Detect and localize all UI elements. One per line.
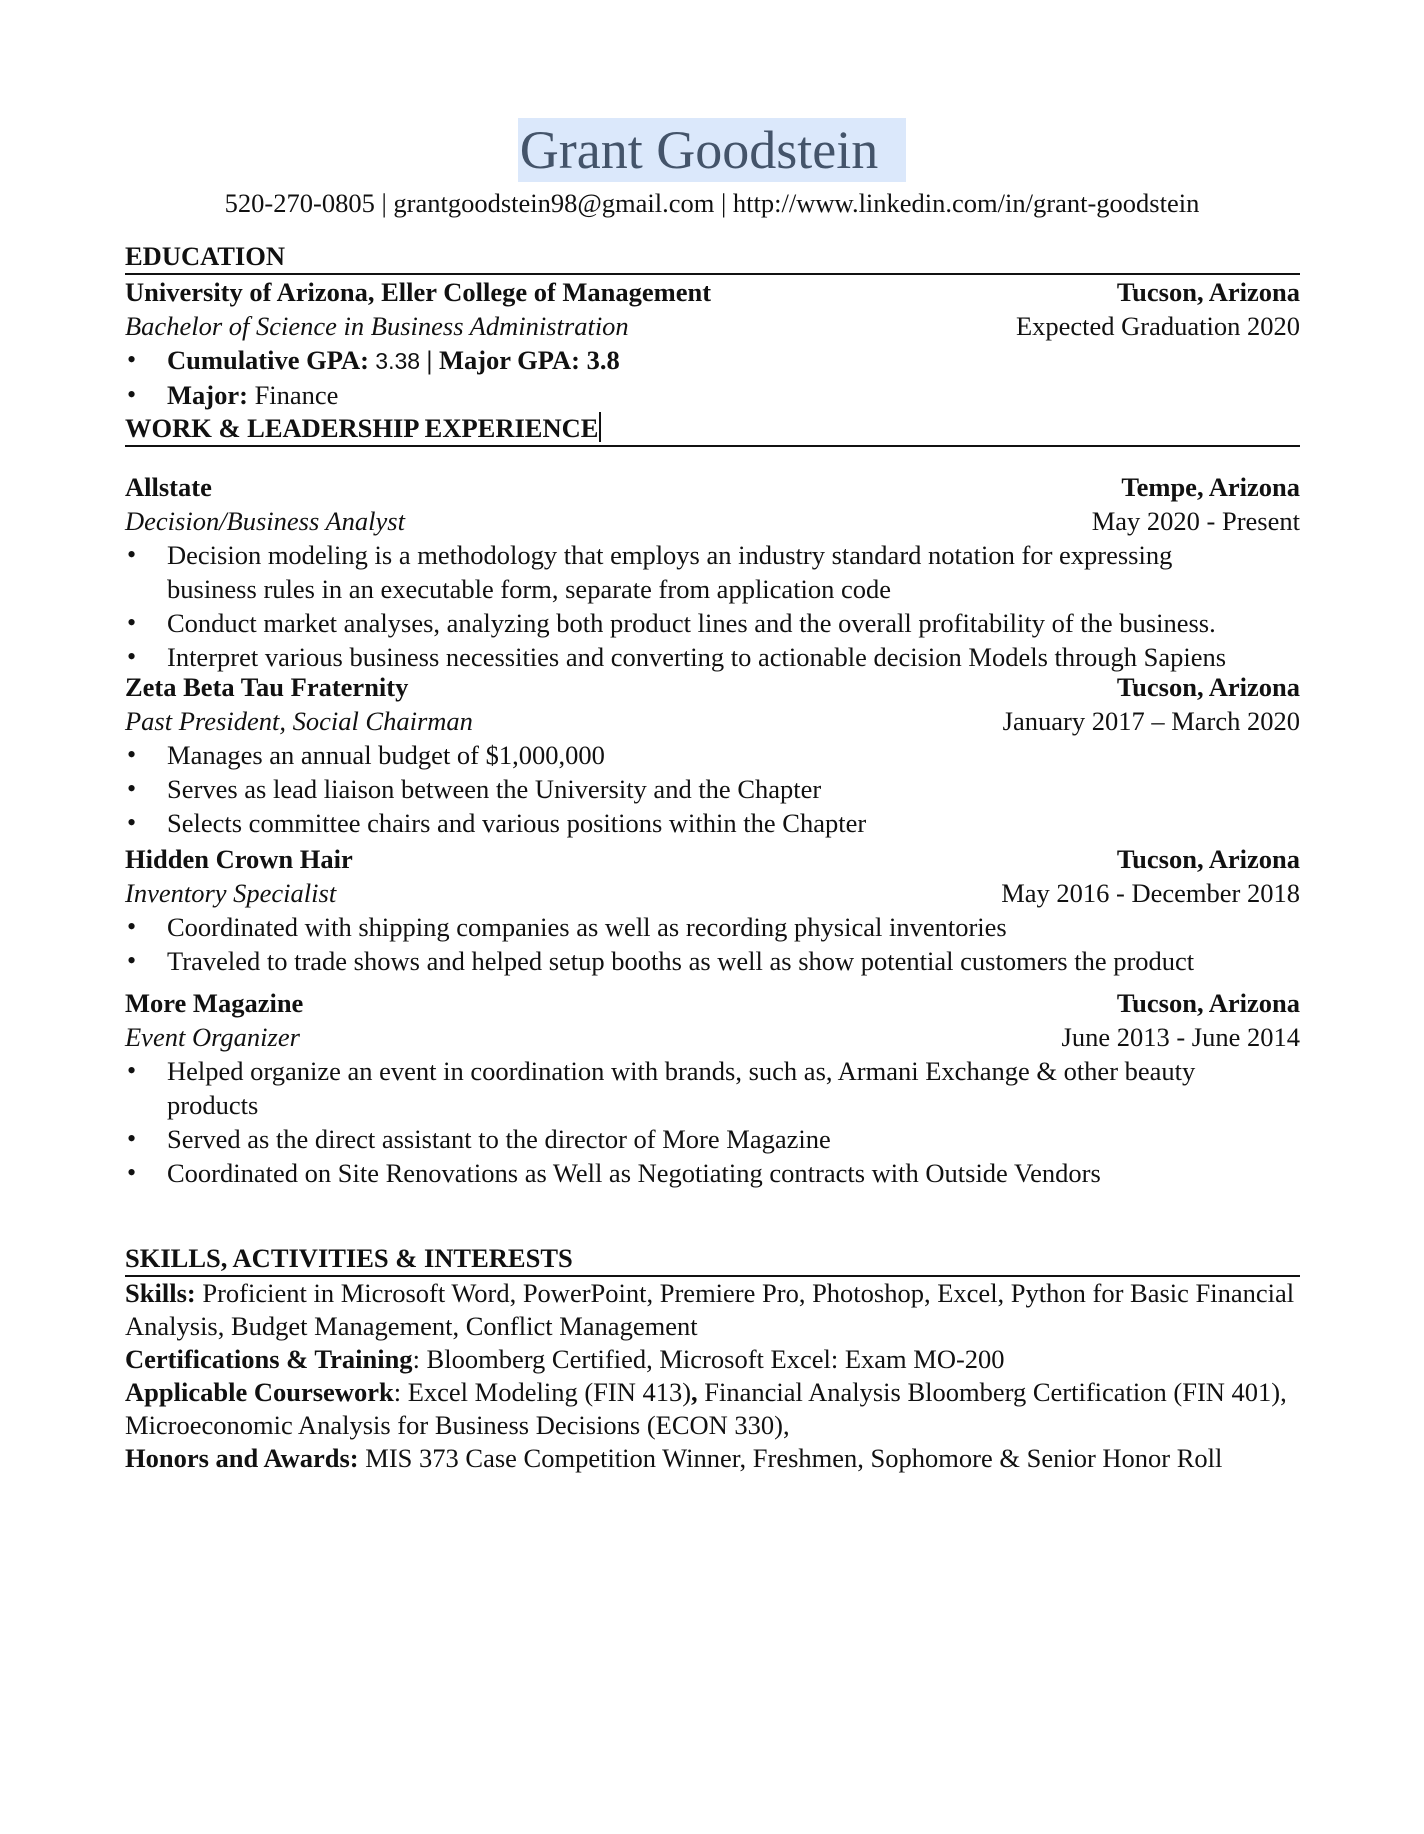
education-school-row (125, 275, 1300, 309)
job-org: Zeta Beta Tau Fraternity (125, 672, 409, 702)
job-role: Event Organizer (125, 1022, 300, 1052)
experience-section (125, 412, 1300, 447)
list-item: • Manages an annual budget of $1,000,000 (125, 738, 1300, 772)
list-item: • Decision modeling is a methodology that employs an industry standard notation for expressing business rules in an executable form, separate from application code (125, 538, 1300, 606)
candidate-name[interactable]: Grant Goodstein (518, 118, 906, 182)
skills-line: Skills: Proficient in Microsoft Word, PowerPoint, Premiere Pro, Photoshop, Excel, Python for Basic Financial Analysis, Budget Management, Conflict Management (125, 1278, 1295, 1341)
job-dates: June 2013 - June 2014 (1061, 1022, 1300, 1052)
list-item: • Major: Finance (125, 378, 1300, 412)
job-role: Decision/Business Analyst (125, 506, 405, 536)
education-section (125, 240, 1300, 412)
experience-heading[interactable]: WORK & LEADERSHIP EXPERIENCE (125, 412, 1300, 447)
job-org: More Magazine (125, 988, 304, 1018)
job-org: Hidden Crown Hair (125, 844, 353, 874)
skills-heading: SKILLS, ACTIVITIES & INTERESTS (125, 1242, 1300, 1277)
list-item: • Conduct market analyses, analyzing both product lines and the overall profitability of the business. (125, 606, 1300, 640)
job-location: Tucson, Arizona (1116, 844, 1300, 874)
job-zbt (125, 670, 1300, 840)
text-cursor (599, 412, 601, 442)
school-name: University of Arizona, Eller College of Management (125, 277, 712, 307)
list-item: • Interpret various business necessities and converting to actionable decision Models through Sapiens (125, 640, 1300, 674)
job-role: Past President, Social Chairman (125, 706, 473, 736)
list-item: • Helped organize an event in coordination with brands, such as, Armani Exchange & other beauty products (125, 1054, 1300, 1122)
school-location: Tucson, Arizona (1116, 277, 1300, 307)
name-header (0, 118, 1424, 182)
skills-section (125, 1242, 1300, 1475)
job-dates: May 2020 - Present (1091, 506, 1300, 536)
job-org: Allstate (125, 472, 212, 502)
job-role: Inventory Specialist (125, 878, 337, 908)
job-more-magazine (125, 986, 1300, 1190)
job-location: Tucson, Arizona (1116, 672, 1300, 702)
job-dates: May 2016 - December 2018 (1001, 878, 1300, 908)
list-item: • Coordinated on Site Renovations as Well as Negotiating contracts with Outside Vendors (125, 1156, 1300, 1190)
job-allstate (125, 470, 1300, 674)
coursework-line: Applicable Coursework: Excel Modeling (FIN 413), Financial Analysis Bloomberg Certification (FIN 401), Microeconomic Analysis for Business Decisions (ECON 330), (125, 1377, 1287, 1440)
contact-line: 520-270-0805 | grantgoodstein98@gmail.com | http://www.linkedin.com/in/grant-goodstein (224, 188, 1200, 218)
list-item: • Cumulative GPA: 3.38 | Major GPA: 3.8 (125, 343, 1300, 378)
degree: Bachelor of Science in Business Administration (125, 311, 629, 341)
education-degree-row (125, 309, 1300, 343)
list-item: • Selects committee chairs and various positions within the Chapter (125, 806, 1300, 840)
list-item: • Served as the direct assistant to the director of More Magazine (125, 1122, 1300, 1156)
job-bullets (125, 1054, 1300, 1190)
honors-line: Honors and Awards: MIS 373 Case Competition Winner, Freshmen, Sophomore & Senior Honor Roll (125, 1443, 1223, 1473)
education-heading: EDUCATION (125, 240, 1300, 275)
job-bullets (125, 738, 1300, 840)
job-bullets (125, 910, 1300, 978)
list-item: • Coordinated with shipping companies as well as recording physical inventories (125, 910, 1300, 944)
job-location: Tempe, Arizona (1121, 472, 1300, 502)
graduation-date: Expected Graduation 2020 (1015, 311, 1300, 341)
certifications-line: Certifications & Training: Bloomberg Certified, Microsoft Excel: Exam MO-200 (125, 1344, 1005, 1374)
list-item: • Serves as lead liaison between the University and the Chapter (125, 772, 1300, 806)
job-location: Tucson, Arizona (1116, 988, 1300, 1018)
job-bullets (125, 538, 1300, 674)
list-item: • Traveled to trade shows and helped setup booths as well as show potential customers the product (125, 944, 1300, 978)
job-dates: January 2017 – March 2020 (1002, 706, 1300, 736)
education-bullets (125, 343, 1300, 412)
job-hidden-crown (125, 842, 1300, 978)
